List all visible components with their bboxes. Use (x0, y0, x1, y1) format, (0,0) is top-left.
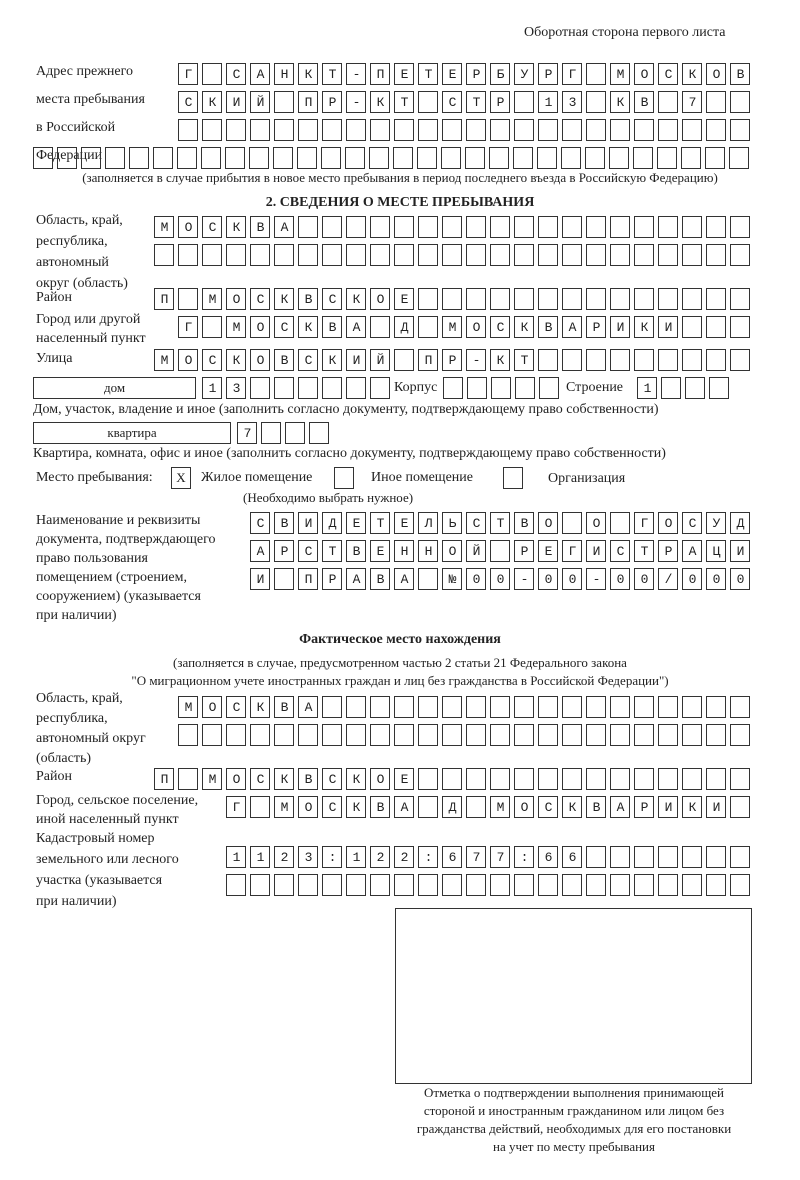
cadastral-row-text: 1123:122:677:66 (232, 849, 761, 865)
cadastral-label: земельного или лесного (36, 852, 179, 867)
actual-district-row-text: П МОСКВСКОЕ (160, 771, 761, 787)
stay-place-note: (Необходимо выбрать нужное) (243, 490, 414, 505)
region-label: Область, край, (36, 213, 123, 228)
city-label: населенный пункт (36, 331, 146, 346)
document-label: помещением (строением, (36, 570, 187, 585)
caption-line: Отметка о подтверждении выполнения принимающей (423, 1085, 725, 1100)
house-number-row-text: 13 (208, 380, 401, 396)
caption-line: гражданства действий, необходимых для его постановки (416, 1121, 732, 1136)
actual-note-line: "О миграционном учете иностранных граждан и лиц без гражданства в Российской Федерации") (131, 673, 669, 688)
region-label: округ (область) (36, 276, 128, 291)
street-label: Улица (36, 351, 73, 366)
actual-region-row-text: МОСКВА (184, 699, 761, 715)
actual-region-label: (область) (36, 751, 92, 766)
prev-address-label: места пребывания (36, 92, 145, 107)
actual-district-label: Район (36, 769, 72, 784)
apartment-note: Квартира, комната, офис и иное (заполнить согласно документу, подтверждающему право собственности) (33, 446, 666, 461)
prev-address-row-text (40, 149, 760, 169)
document-row-text: АРСТВЕННОЙ РЕГИСТРАЦИ (256, 543, 761, 559)
prev-address-label: Адрес прежнего (36, 64, 133, 79)
house-note: Дом, участок, владение и иное (заполнить согласно документу, подтверждающему право собственности) (33, 402, 659, 417)
stay-place-label: Место пребывания: (36, 470, 153, 485)
region-row-text (161, 246, 761, 266)
city-row-text: Г МОСКВА Д МОСКВАРИКИ (184, 319, 761, 335)
previous-address-note: (заполняется в случае прибытия в новое место пребывания в период последнего въезда в Российскую Федерацию) (82, 170, 718, 185)
city-label: Город или другой (36, 312, 141, 327)
district-label: Район (36, 290, 72, 305)
stay-option-residential: Жилое помещение (201, 470, 313, 485)
stay-option-organization: Организация (548, 471, 626, 486)
page-side-label: Оборотная сторона первого листа (524, 25, 726, 40)
document-label: сооружением) (указывается (36, 589, 201, 604)
cadastral-row-text (233, 876, 761, 896)
document-label: Наименование и реквизиты (36, 513, 201, 528)
prev-address-row-text (185, 121, 761, 141)
confirmation-stamp-box (395, 908, 752, 1084)
prev-address-label: в Российской (36, 120, 116, 135)
document-label: документа, подтверждающего (36, 532, 216, 547)
caption-line: стороной и иностранным гражданином или лицом без (423, 1103, 725, 1118)
stay-checkbox-other[interactable] (334, 467, 354, 489)
cadastral-label: участка (указывается (36, 873, 163, 888)
actual-region-row-text (185, 726, 761, 746)
region-row-text: МОСКВА (160, 219, 761, 235)
stay-checkbox-organization[interactable] (503, 467, 523, 489)
actual-note-line: (заполняется в случае, предусмотренном частью 2 статьи 21 Федерального закона (173, 655, 627, 670)
cadastral-label: Кадастровый номер (36, 831, 155, 846)
stay-option-other: Иное помещение (371, 470, 473, 485)
region-label: республика, (36, 234, 108, 249)
region-label: автономный (36, 255, 109, 270)
stay-checkbox-residential[interactable]: X (171, 467, 191, 489)
actual-region-label: Область, край, (36, 691, 123, 706)
cadastral-label: при наличии) (36, 894, 117, 909)
building-row-text: 1 (643, 380, 740, 396)
confirmation-caption (395, 1084, 753, 1156)
actual-city-label: иной населенный пункт (36, 812, 179, 827)
prev-address-row-text: Г САНКТ-ПЕТЕРБУРГ МОСКОВ (184, 66, 761, 82)
document-row-text: И ПРАВА №00-00-00/000 (256, 571, 761, 587)
actual-region-label: автономный округ (36, 731, 146, 746)
actual-city-label: Город, сельское поселение, (36, 793, 199, 808)
section2-title: 2. СВЕДЕНИЯ О МЕСТЕ ПРЕБЫВАНИЯ (265, 195, 535, 210)
actual-location-title: Фактическое место нахождения (299, 632, 501, 647)
actual-city-row-text: Г МОСКВА Д МОСКВАРИКИ (232, 799, 761, 815)
apartment-type-field[interactable]: квартира (33, 422, 231, 444)
street-row-text: МОСКОВСКИЙ ПР-КТ (160, 352, 761, 368)
caption-line: на учет по месту пребывания (493, 1139, 655, 1154)
korpus-row-text (450, 379, 570, 399)
document-label: при наличии) (36, 608, 117, 623)
actual-region-label: республика, (36, 711, 108, 726)
document-row-text: СВИДЕТЕЛЬСТВО О ГОСУД (256, 515, 761, 531)
district-row-text: П МОСКВСКОЕ (160, 291, 761, 307)
prev-address-label: Федерации (36, 148, 103, 163)
prev-address-row-text: СКИЙ ПР-КТ СТР 13 КВ 7 (184, 94, 761, 110)
building-label: Строение (566, 380, 624, 395)
apartment-number-row-text: 7 (243, 425, 340, 441)
house-type-field[interactable]: дом (33, 377, 196, 399)
document-label: право пользования (36, 551, 148, 566)
korpus-label: Корпус (394, 380, 438, 395)
